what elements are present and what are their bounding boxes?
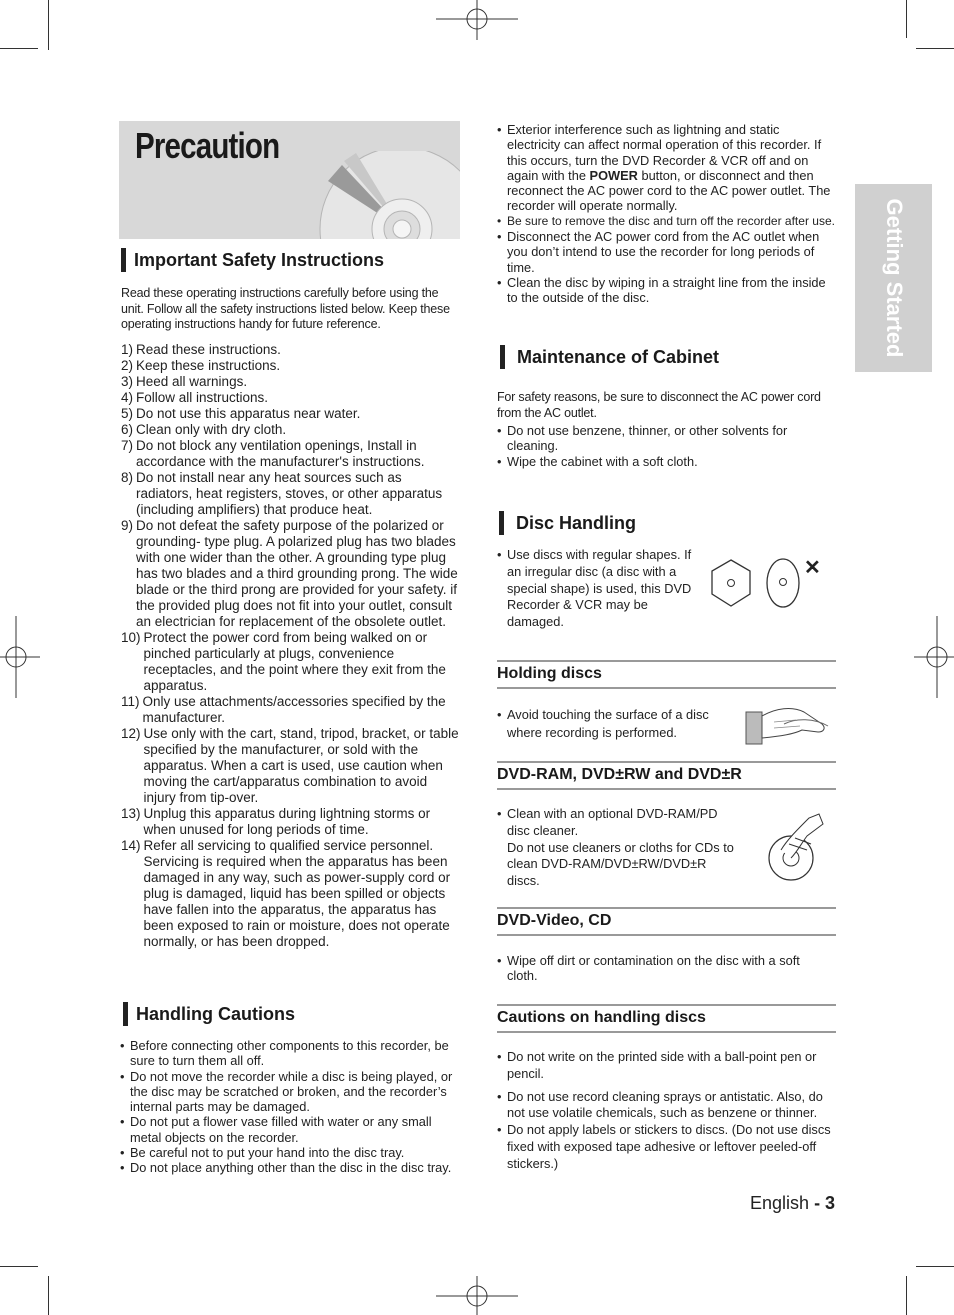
item-text: Exterior interference such as lightning and static electricity can affect normal operation of this recorder. If this occurs, turn the DVD Recorder & VCR off and on again with the bbox=[507, 122, 822, 183]
crop-mark bbox=[0, 48, 38, 49]
crop-mark bbox=[916, 48, 954, 49]
dvdram-item: • Clean with an optional DVD-RAM/PD disc cleaner. Do not use cleaners or cloths for CDs to clean DVD-RAM/DVD±RW/DVD±R discs. bbox=[497, 806, 742, 890]
safety-item bbox=[121, 470, 459, 518]
item-text: Keep these instructions. bbox=[136, 357, 281, 373]
general-item bbox=[497, 214, 835, 229]
handling-item: • Do not move the recorder while a disc is being played, or the disc may be scratched or broken, and the recorder’s internal parts may be damaged. bbox=[120, 1069, 458, 1115]
caution-item: • Do not apply labels or stickers to discs. (Do not use discs fixed with exposed tape adhesive or leftover peeled-off stickers.) bbox=[497, 1122, 832, 1172]
cabinet-section bbox=[497, 390, 837, 469]
heading-bar bbox=[123, 1002, 128, 1026]
safety-item bbox=[121, 630, 459, 694]
item-number: 6) bbox=[121, 421, 134, 437]
safety-item bbox=[121, 374, 459, 390]
handling-list bbox=[120, 1038, 458, 1176]
crop-mark bbox=[906, 1276, 907, 1315]
handling-item: • Do not place anything other than the disc in the disc tray. bbox=[120, 1160, 458, 1175]
safety-item bbox=[121, 422, 459, 438]
footer-language: English bbox=[750, 1193, 810, 1213]
safety-item bbox=[121, 694, 459, 726]
dvdvideo-item: • Wipe off dirt or contamination on the disc with a soft cloth. bbox=[497, 953, 827, 984]
item-number: 14) bbox=[121, 837, 141, 853]
item-text: Disconnect the AC power cord from the AC outlet when you don’t intend to use the recorder for long periods of time. bbox=[507, 229, 820, 275]
caution-item: • Do not use record cleaning sprays or antistatic. Also, do not use volatile chemicals, such as benzene or thinner. bbox=[497, 1089, 832, 1123]
item-text: Use only with the cart, stand, tripod, bracket, or table specified by the manufacturer, or sold with the apparatus. When a cart is used, use caution when moving the cart/apparatus combination to avoid injury from tip-over. bbox=[143, 725, 459, 805]
dvdram-heading: DVD-RAM, DVD±RW and DVD±R bbox=[497, 761, 836, 790]
item-text: Refer all servicing to qualified service personnel. Servicing is required when the apparatus has been damaged in any way, such as power-supply cord or plug is damaged, liquid has been spilled or objects have fallen into the apparatus, the apparatus has been exposed to rain or moisture, does not operate normally, or has been dropped. bbox=[143, 837, 451, 949]
page-number: - 3 bbox=[814, 1193, 836, 1213]
handling-item: • Do not put a flower vase filled with water or any small metal objects on the recorder. bbox=[120, 1114, 458, 1145]
registration-mark bbox=[0, 616, 40, 698]
safety-list bbox=[121, 342, 459, 950]
safety-item bbox=[121, 726, 459, 806]
crop-mark bbox=[0, 1266, 38, 1267]
item-text: Heed all warnings. bbox=[136, 373, 248, 389]
item-text: Follow all instructions. bbox=[136, 389, 269, 405]
power-button-label: POWER bbox=[589, 167, 638, 183]
item-number: 10) bbox=[121, 629, 141, 645]
cautions-section bbox=[497, 1049, 832, 1173]
cabinet-item: • Do not use benzene, thinner, or other solvents for cleaning. bbox=[497, 423, 837, 454]
item-text: Clean the disc by wiping in a straight line from the inside to the outside of the disc. bbox=[507, 274, 826, 306]
safety-item bbox=[121, 518, 459, 630]
safety-item bbox=[121, 838, 459, 950]
section-tab bbox=[855, 184, 932, 372]
cautions-list bbox=[497, 1049, 832, 1173]
item-number: 4) bbox=[121, 389, 134, 405]
item-number: 3) bbox=[121, 373, 134, 389]
page-footer bbox=[750, 1193, 835, 1214]
registration-mark bbox=[436, 0, 518, 40]
item-text: Unplug this apparatus during lightning storms or when unused for long periods of time. bbox=[143, 805, 431, 837]
cabinet-intro: For safety reasons, be sure to disconnect the AC power cord from the AC outlet. bbox=[497, 390, 821, 420]
cabinet-list bbox=[497, 423, 837, 469]
cabinet-heading: Maintenance of Cabinet bbox=[517, 347, 719, 368]
general-list bbox=[497, 122, 835, 306]
general-item bbox=[497, 122, 835, 214]
safety-item bbox=[121, 406, 459, 422]
dvdram-list bbox=[497, 806, 742, 890]
cautions-heading: Cautions on handling discs bbox=[497, 1004, 836, 1033]
handling-item: • Be careful not to put your hand into the disc tray. bbox=[120, 1145, 458, 1160]
dvdvideo-list bbox=[497, 953, 827, 984]
caution-item: • Do not write on the printed side with a ball-point pen or pencil. bbox=[497, 1049, 832, 1083]
safety-item bbox=[121, 390, 459, 406]
page-title: Precaution bbox=[135, 125, 280, 166]
handling-item: • Before connecting other components to this recorder, be sure to turn them all off. bbox=[120, 1038, 458, 1069]
item-text: button, or disconnect and then reconnect the AC power cord to the AC power outlet. The recorder will operate normally. bbox=[507, 167, 831, 214]
disc-section bbox=[497, 547, 697, 631]
item-number: 8) bbox=[121, 469, 134, 485]
safety-item bbox=[121, 438, 459, 470]
dvdvideo-section bbox=[497, 953, 827, 984]
dvdvideo-heading: DVD-Video, CD bbox=[497, 907, 836, 936]
section-tab-label: Getting Started bbox=[881, 198, 907, 358]
item-text: Do not defeat the safety purpose of the polarized or grounding- type plug. A polarized plug has two blades with one wider than the other. A grounding type plug has two blades and a third grounding prong. The wide blade or the third prong are provided for your safety. if the provided plug does not fit into your outlet, consult an electrician for replacement of the obsolete outlet. bbox=[136, 517, 458, 629]
safety-heading: Important Safety Instructions bbox=[134, 250, 384, 271]
holding-item: • Avoid touching the surface of a disc where recording is performed. bbox=[497, 706, 737, 741]
disc-list bbox=[497, 547, 697, 631]
registration-mark bbox=[436, 1276, 518, 1315]
holding-list bbox=[497, 706, 737, 741]
general-cautions bbox=[497, 122, 835, 306]
safety-item bbox=[121, 358, 459, 374]
item-text: Read these instructions. bbox=[136, 341, 281, 357]
registration-mark bbox=[914, 616, 954, 698]
heading-bar bbox=[499, 511, 504, 535]
item-text: Be sure to remove the disc and turn off the recorder after use. bbox=[507, 213, 835, 228]
item-text: Do not use this apparatus near water. bbox=[136, 405, 361, 421]
title-banner bbox=[119, 121, 460, 239]
disc-heading: Disc Handling bbox=[516, 513, 636, 534]
item-number: 11) bbox=[121, 693, 140, 709]
item-text: Do not block any ventilation openings, Install in accordance with the manufacturer's instructions. bbox=[136, 437, 425, 469]
handling-heading: Handling Cautions bbox=[136, 1004, 295, 1025]
crop-mark bbox=[48, 1276, 49, 1315]
hand-holding-disc-illustration bbox=[744, 704, 832, 746]
item-number: 2) bbox=[121, 357, 134, 373]
item-text: Protect the power cord from being walked on or pinched particularly at plugs, convenience receptacles, and the point where they exit from the apparatus. bbox=[143, 629, 446, 693]
general-item bbox=[497, 275, 835, 306]
safety-item bbox=[121, 806, 459, 838]
holding-section bbox=[497, 706, 737, 741]
general-item bbox=[497, 229, 835, 275]
safety-item bbox=[121, 342, 459, 358]
item-number: 1) bbox=[121, 341, 134, 357]
cabinet-item: • Wipe the cabinet with a soft cloth. bbox=[497, 454, 837, 469]
handling-section bbox=[120, 1038, 458, 1176]
item-number: 9) bbox=[121, 517, 134, 533]
item-number: 13) bbox=[121, 805, 141, 821]
item-number: 5) bbox=[121, 405, 134, 421]
safety-section bbox=[121, 286, 459, 950]
item-number: 12) bbox=[121, 725, 141, 741]
safety-intro: Read these operating instructions carefully before using the unit. Follow all the safety instructions listed below. Keep these operating instructions handy for future reference. bbox=[121, 286, 450, 331]
item-text: Do not install near any heat sources such as radiators, heat registers, stoves, or other apparatus (including amplifiers) that produce heat. bbox=[136, 469, 443, 517]
item-text: Only use attachments/accessories specified by the manufacturer. bbox=[142, 693, 446, 725]
heading-bar bbox=[121, 248, 126, 272]
crop-mark bbox=[916, 1266, 954, 1267]
crop-mark bbox=[906, 0, 907, 38]
item-number: 7) bbox=[121, 437, 134, 453]
holding-heading: Holding discs bbox=[497, 660, 836, 689]
heading-bar bbox=[500, 345, 505, 369]
disc-item: • Use discs with regular shapes. If an irregular disc (a disc with a special shape) is used, this DVD Recorder & VCR may be damaged. bbox=[497, 547, 697, 631]
dvdram-section bbox=[497, 806, 742, 890]
prohibited-icon: ✕ bbox=[804, 557, 821, 579]
disc-graphic bbox=[314, 151, 460, 239]
disc-cleaning-illustration bbox=[767, 810, 831, 882]
item-text: Clean only with dry cloth. bbox=[136, 421, 287, 437]
crop-mark bbox=[48, 0, 49, 50]
